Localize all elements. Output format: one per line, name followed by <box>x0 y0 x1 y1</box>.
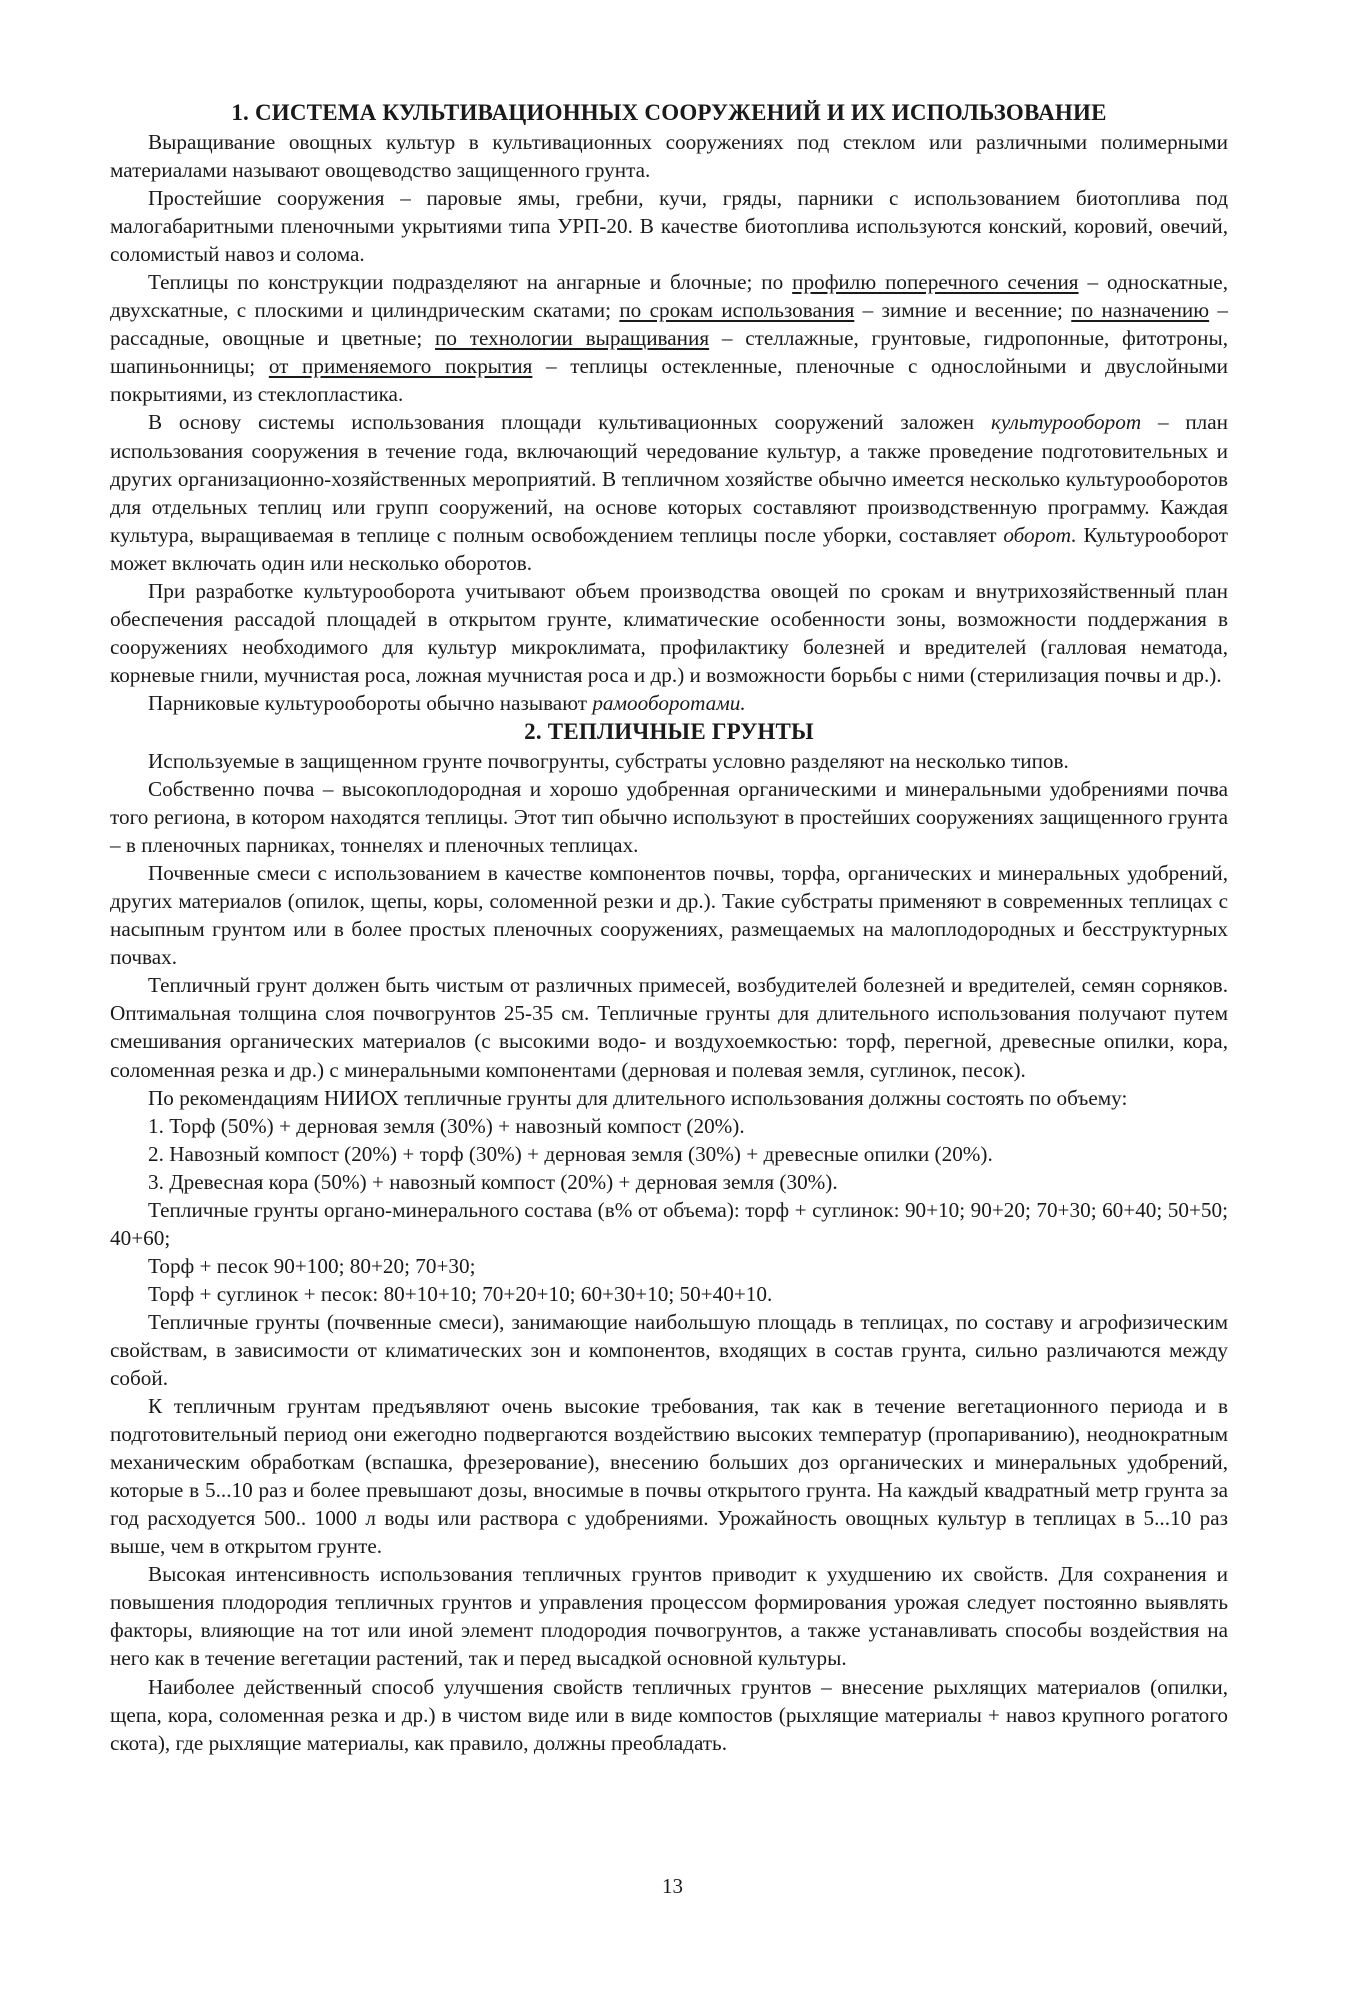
italic-term: оборот. <box>1003 522 1077 547</box>
section-1-paragraph-1: Выращивание овощных культур в культивационных сооружениях под стеклом или различными полимерными материалами называют овощеводство защищенного грунта. <box>110 130 1228 183</box>
list-item: 1. Торф (50%) + дерновая земля (30%) + навозный компост (20%). <box>148 1113 745 1138</box>
section-2-paragraph-10: К тепличным грунтам предъявляют очень высокие требования, так как в течение вегетационного периода и в подготовительный период они ежегодно подвергаются воздействию высоких температур (пропариванию), неоднократным механическим обработкам (вспашка, фрезерование), внесению больших доз органических и минеральных удобрений, которые в 5...10 раз и более превышают дозы, вносимые в почвы открытого грунта. На каждый квадратный метр грунта за год расходуется 500.. 1000 л воды или раствора с удобрениями. Урожайность овощных культур в теплицах в 5...10 раз выше, чем в открытом грунте. <box>110 1394 1228 1559</box>
italic-term: культурооборот <box>990 410 1142 435</box>
underlined-term: по технологии выращивания <box>435 326 710 351</box>
text-run: – зимние и весенние; <box>854 298 1072 323</box>
section-2-paragraph-7: Торф + песок 90+100; 80+20; 70+30; <box>148 1253 476 1278</box>
list-item: 3. Древесная кора (50%) + навозный компост (20%) + дерновая земля (30%). <box>148 1169 838 1194</box>
text-run: – односкатные, двухскатные, с плоскими и цилиндрическим скатами; <box>110 270 1228 323</box>
section-2-paragraph-2: Собственно почва – высокоплодородная и хорошо удобренная органическими и минеральными удобрениями почва того региона, в котором находятся теплицы. Этот тип обычно используют в простейших сооружениях защищенного грунта – в пленочных парниках, тоннелях и пленочных теплицах. <box>110 777 1228 858</box>
underlined-term: по срокам использования <box>619 298 855 323</box>
section-2-paragraph-8: Торф + суглинок + песок: 80+10+10; 70+20+10; 60+30+10; 50+40+10. <box>148 1281 773 1306</box>
text-run: – план использования сооружения в течение года, включающий чередование культур, а также проведение подготовительных и других организационно-хозяйственных мероприятий. В тепличном хозяйстве обычно имеется несколько культурооборотов для отдельных теплиц или групп сооружений, на основе которых составляют производственную программу. Каждая культура, выращиваемая в теплице с полным освобождением теплицы после уборки, составляет <box>110 410 1228 547</box>
text-run: – стеллажные, грунтовые, гидропонные, фитотроны, шапиньонницы; <box>110 326 1228 379</box>
section-2-paragraph-6: Тепличные грунты органо-минерального состава (в% от объема): торф + суглинок: 90+10; 90+20; 70+30; 60+40; 50+50; 40+60; <box>110 1197 1228 1250</box>
text-run: – рассадные, овощные и цветные; <box>110 298 1228 351</box>
section-2-paragraph-5: По рекомендациям НИИОХ тепличные грунты для длительного использования должны состоять по объему: <box>148 1085 1128 1110</box>
text-run: Культурооборот может включать один или несколько оборотов. <box>110 522 1228 575</box>
page-number: 13 <box>662 1874 683 1898</box>
text-run: – теплицы остекленные, пленочные с однослойными и двуслойными покрытиями, из стеклопластика. <box>110 354 1228 407</box>
underlined-term: по назначению <box>1071 298 1210 323</box>
italic-term: рамооборотами. <box>592 690 746 715</box>
underlined-term: профилю поперечного сечения <box>792 270 1079 295</box>
section-2-paragraph-11: Высокая интенсивность использования тепличных грунтов приводит к ухудшению их свойств. Для сохранения и повышения плодородия тепличных грунтов и управления процессом формирования урожая следует постоянно выявлять факторы, влияющие на тот или иной элемент плодородия почвогрунтов, а также устанавливать способы воздействия на него как в течение вегетации растений, так и перед высадкой основной культуры. <box>110 1562 1228 1671</box>
section-1-paragraph-2: Простейшие сооружения – паровые ямы, гребни, кучи, гряды, парники с использованием биотоплива под малогабаритными пленочными укрытиями типа УРП-20. В качестве биотоплива используются конский, коровий, овечий, соломистый навоз и солома. <box>110 186 1228 267</box>
section-1-paragraph-3 <box>110 268 1228 408</box>
section-2-paragraph-1: Используемые в защищенном грунте почвогрунты, субстраты условно разделяют на несколько типов. <box>148 748 1069 773</box>
section-2-paragraph-3: Почвенные смеси с использованием в качестве компонентов почвы, торфа, органических и минеральных удобрений, других материалов (опилок, щепы, коры, соломенной резки и др.). Такие субстраты применяют в современных теплицах с насыпным грунтом или в более простых пленочных сооружениях, размещаемых на малоплодородных и бесструктурных почвах. <box>110 861 1228 970</box>
section-2-paragraph-12: Наиболее действенный способ улучшения свойств тепличных грунтов – внесение рыхлящих материалов (опилки, щепа, кора, соломенная резка и др.) в чистом виде или в виде компостов (рыхлящие материалы + навоз крупного рогатого скота), где рыхлящие материалы, как правило, должны преобладать. <box>110 1674 1228 1755</box>
document-page <box>110 98 1228 1757</box>
text-run: Парниковые культурообороты обычно называют <box>148 690 593 715</box>
section-1-paragraph-6 <box>110 689 1228 717</box>
section-2-heading: 2. ТЕПЛИЧНЫЕ ГРУНТЫ <box>524 718 814 744</box>
underlined-term: от применяемого покрытия <box>268 354 533 379</box>
list-item: 2. Навозный компост (20%) + торф (30%) + дерновая земля (30%) + древесные опилки (20%). <box>148 1141 993 1166</box>
section-2-paragraph-9: Тепличные грунты (почвенные смеси), занимающие наибольшую площадь в теплицах, по составу и агрофизическим свойствам, в зависимости от климатических зон и компонентов, входящих в состав грунта, сильно различаются между собой. <box>110 1309 1228 1391</box>
text-run: Теплицы по конструкции подразделяют на ангарные и блочные; по <box>148 270 793 295</box>
section-1-paragraph-5: При разработке культурооборота учитывают объем производства овощей по срокам и внутрихозяйственный план обеспечения рассадой площадей в открытом грунте, климатические особенности зоны, возможности поддержания в сооружениях необходимого для культур микроклимата, профилактику болезней и вредителей (галловая нематода, корневые гнили, мучнистая роса, ложная мучнистая роса и др.) и возможности борьбы с ними (стерилизация почвы и др.). <box>110 578 1228 687</box>
section-1-paragraph-4 <box>110 408 1228 576</box>
section-1-heading: 1. СИСТЕМА КУЛЬТИВАЦИОННЫХ СООРУЖЕНИЙ И ИХ ИСПОЛЬЗОВАНИЕ <box>231 100 1107 125</box>
section-2-paragraph-4: Тепличный грунт должен быть чистым от различных примесей, возбудителей болезней и вредителей, семян сорняков. Оптимальная толщина слоя почвогрунтов 25-35 см. Тепличные грунты для длительного использования получают путем смешивания органических материалов (с высокими водо- и воздухоемкостью: торф, перегной, древесные опилки, кора, соломенная резка и др.) с минеральными компонентами (дерновая и полевая земля, суглинок, песок). <box>110 973 1228 1082</box>
text-run: В основу системы использования площади культивационных сооружений заложен <box>148 410 991 435</box>
